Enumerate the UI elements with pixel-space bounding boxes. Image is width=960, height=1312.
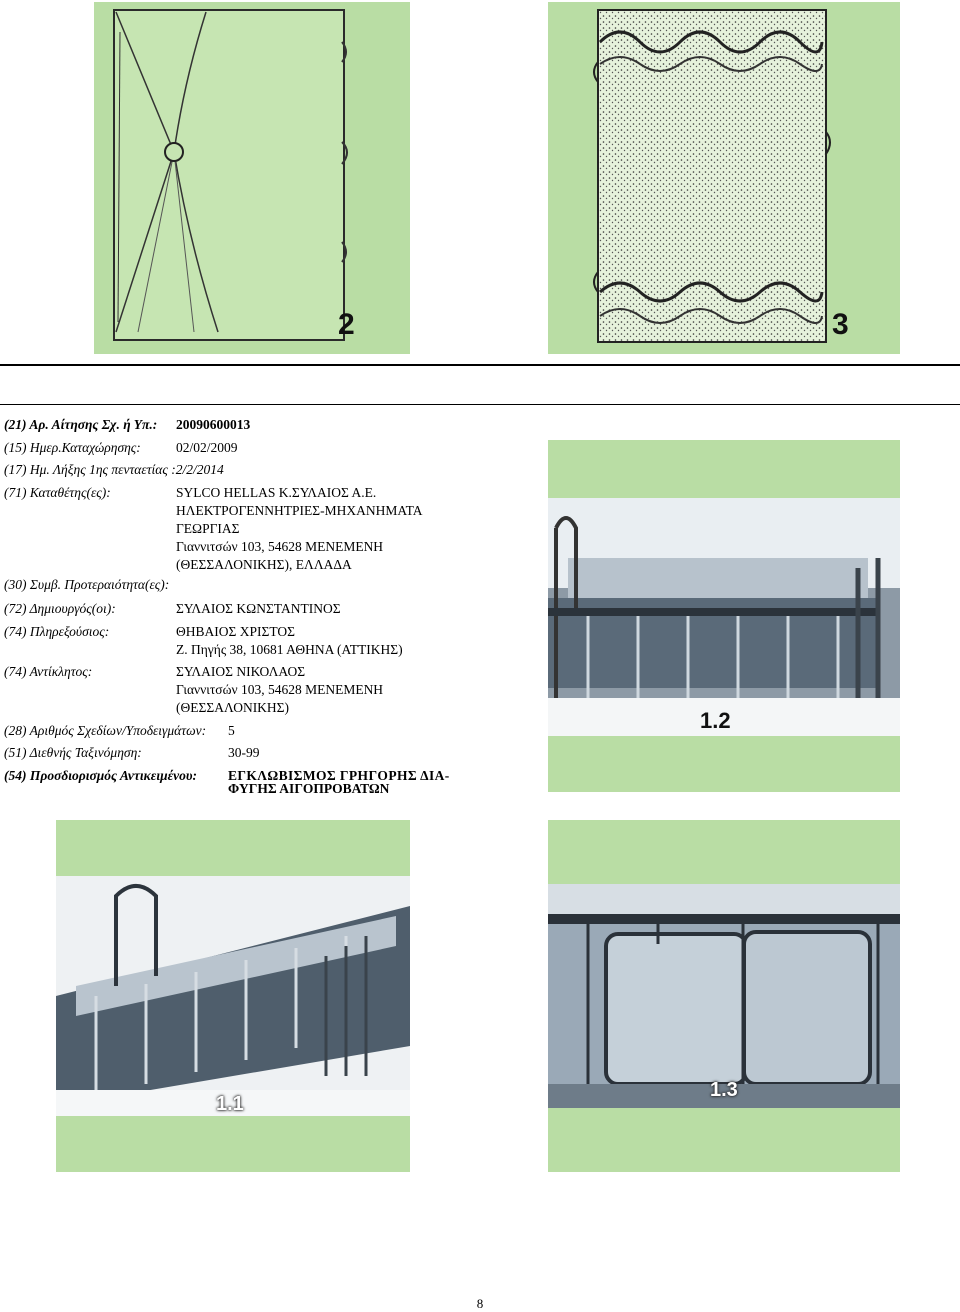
cage-photo-1-1	[56, 876, 410, 1116]
figure-1-1-panel	[56, 820, 410, 1172]
cage-photo-1-3	[548, 884, 900, 1108]
figure-2-number: 2	[338, 308, 355, 341]
figure-1-2-panel	[548, 440, 900, 792]
section-divider-top	[0, 364, 960, 366]
figure-1-1-number: 1.1	[216, 1093, 244, 1115]
cage-photo-1-2	[548, 498, 900, 736]
lace-panel-drawing	[548, 2, 900, 354]
figure-1-2-number: 1.2	[700, 708, 731, 733]
figure-1-2-photo	[548, 498, 900, 736]
figure-1-3-panel	[548, 820, 900, 1172]
figure-1-3-photo	[548, 884, 900, 1108]
section-divider-bottom	[0, 404, 960, 405]
figure-3-panel	[548, 2, 900, 354]
page-number: 8	[476, 1296, 484, 1311]
figure-2-panel	[94, 2, 410, 354]
figure-1-1-photo	[56, 876, 410, 1116]
folding-panel-drawing	[94, 2, 410, 354]
figure-3-number: 3	[832, 308, 849, 341]
figure-1-3-number: 1.3	[710, 1079, 738, 1101]
